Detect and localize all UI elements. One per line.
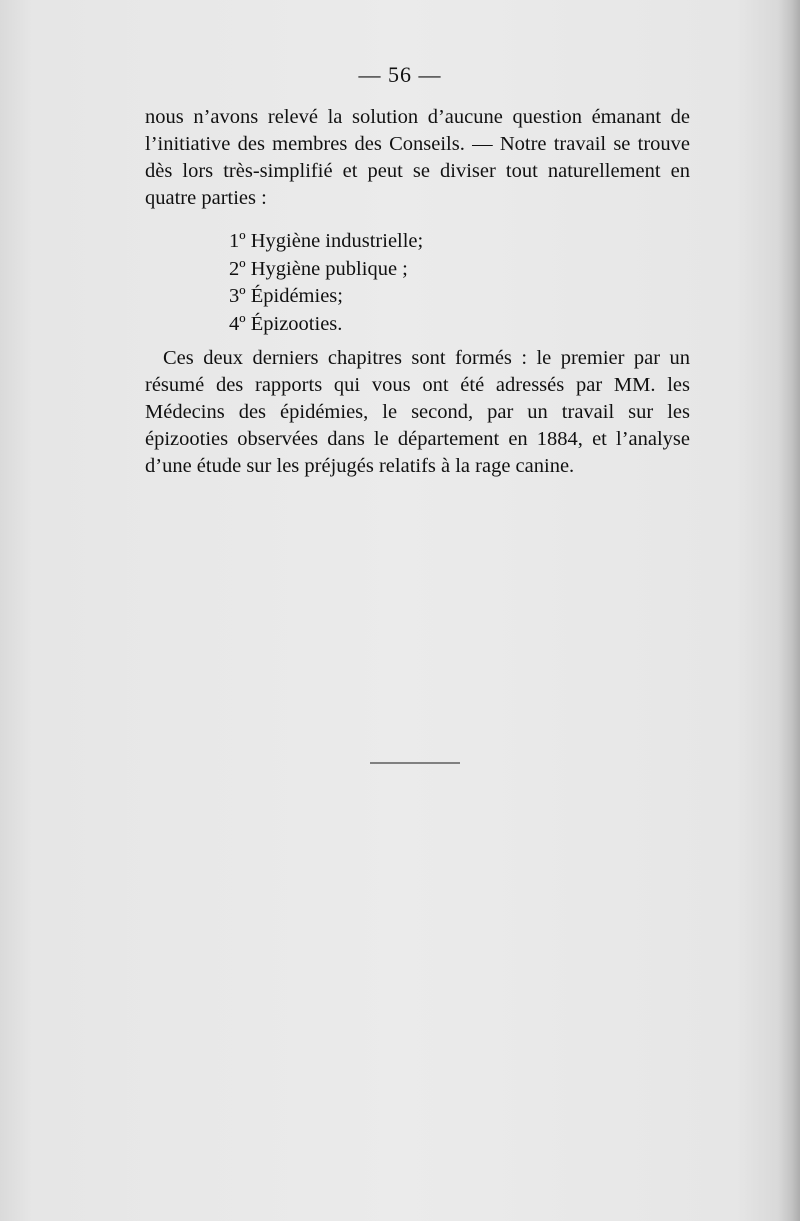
page-edge-shadow <box>778 0 800 1221</box>
parts-list <box>229 228 423 338</box>
list-item: 2º Hygiène publique ; <box>229 257 408 280</box>
list-item: 1º Hygiène industrielle; <box>229 230 424 252</box>
paragraph-chapters: Ces deux derniers chapitres sont formés : le premier par un résumé des rapports qui vous ont été adressés par MM. les Médecins des épidémies, le second, par un travail sur les épizooties observées dans le département en 1884, et l’analyse d’une étude sur les préjugés relatifs à la rage canine. <box>145 347 690 477</box>
page-number: — 56 — <box>358 62 442 87</box>
list-item: 3º Épidémies; <box>229 285 343 307</box>
show-through-rule <box>370 762 460 764</box>
list-item: 4º Épizooties. <box>229 312 343 335</box>
paragraph-intro: nous n’avons relevé la solution d’aucune question émanant de l’initiative des membres des Conseils. — Notre travail se trouve dès lors très-simplifié et peut se diviser tout naturellement en quatre parties : <box>145 106 690 209</box>
